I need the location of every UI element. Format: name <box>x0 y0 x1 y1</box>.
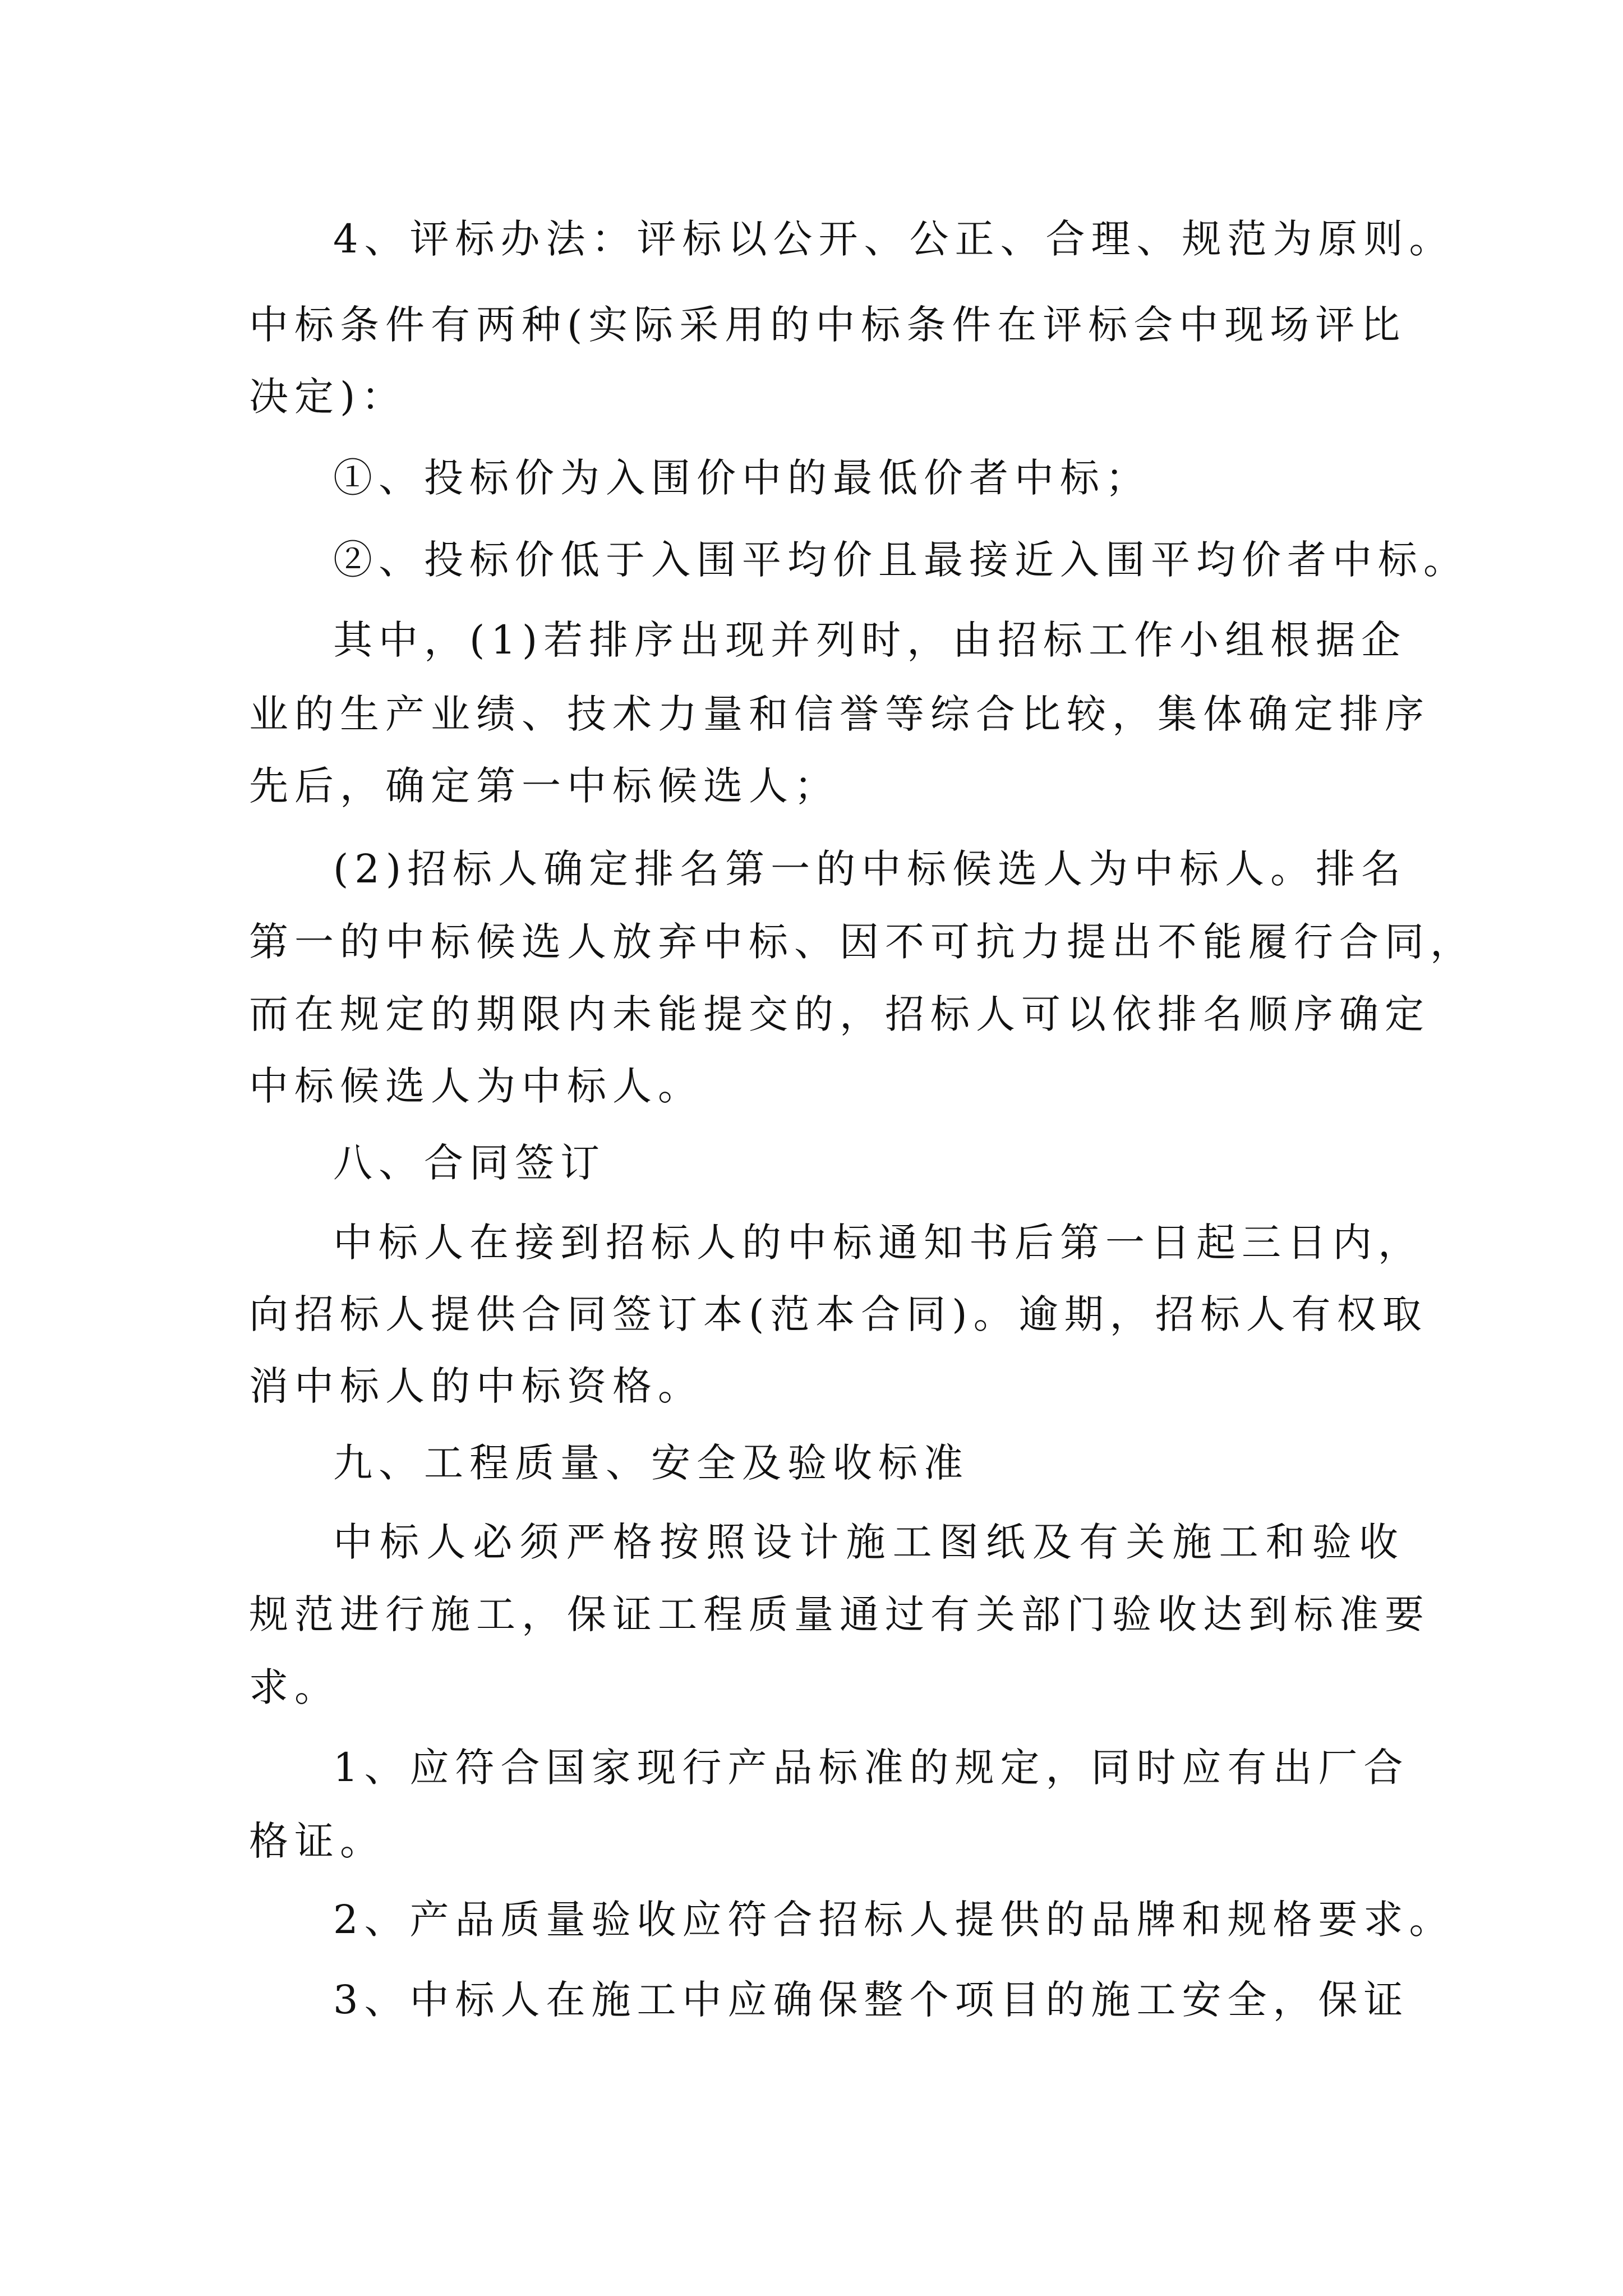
paragraph-line: 先后，确定第一中标候选人； <box>249 763 840 809</box>
paragraph-line: 4、评标办法：评标以公开、公正、合理、规范为原则。 <box>333 216 1455 262</box>
paragraph-line: 中标人必须严格按照设计施工图纸及有关施工和验收 <box>333 1519 1404 1565</box>
section-heading: 九、工程质量、安全及验收标准 <box>333 1440 969 1486</box>
paragraph-line: 格证。 <box>249 1818 385 1864</box>
paragraph-line: 消中标人的中标资格。 <box>249 1363 703 1409</box>
paragraph-line: 规范进行施工，保证工程质量通过有关部门验收达到标准要 <box>249 1591 1430 1637</box>
paragraph-line: 业的生产业绩、技术力量和信誉等综合比较，集体确定排序 <box>249 691 1430 737</box>
paragraph-line: (2)招标人确定排名第一的中标候选人为中标人。排名 <box>333 846 1407 892</box>
paragraph-line: 求。 <box>249 1664 340 1710</box>
paragraph-line: 向招标人提供合同签订本(范本合同)。逾期，招标人有权取 <box>249 1291 1428 1337</box>
paragraph-line: ①、投标价为入围价中的最低价者中标； <box>333 455 1151 501</box>
paragraph-line: 第一的中标候选人放弃中标、因不可抗力提出不能履行合同， <box>249 919 1476 965</box>
paragraph-line: 3、中标人在施工中应确保整个项目的施工安全，保证 <box>333 1977 1409 2023</box>
paragraph-line: 而在规定的期限内未能提交的，招标人可以依排名顺序确定 <box>249 991 1430 1037</box>
paragraph-line: 1、应符合国家现行产品标准的规定，同时应有出厂合 <box>333 1745 1409 1791</box>
paragraph-line: 中标条件有两种(实际采用的中标条件在评标会中现场评比 <box>249 302 1407 348</box>
paragraph-line: 中标候选人为中标人。 <box>249 1063 703 1109</box>
paragraph-line: 中标人在接到招标人的中标通知书后第一日起三日内， <box>333 1220 1423 1266</box>
paragraph-line: 2、产品质量验收应符合招标人提供的品牌和规格要求。 <box>333 1897 1455 1943</box>
paragraph-line: 其中，(1)若排序出现并列时，由招标工作小组根据企 <box>333 617 1407 663</box>
paragraph-line: 决定)： <box>249 374 407 420</box>
section-heading: 八、合同签订 <box>333 1140 606 1186</box>
paragraph-line: ②、投标价低于入围平均价且最接近入围平均价者中标。 <box>333 537 1469 583</box>
